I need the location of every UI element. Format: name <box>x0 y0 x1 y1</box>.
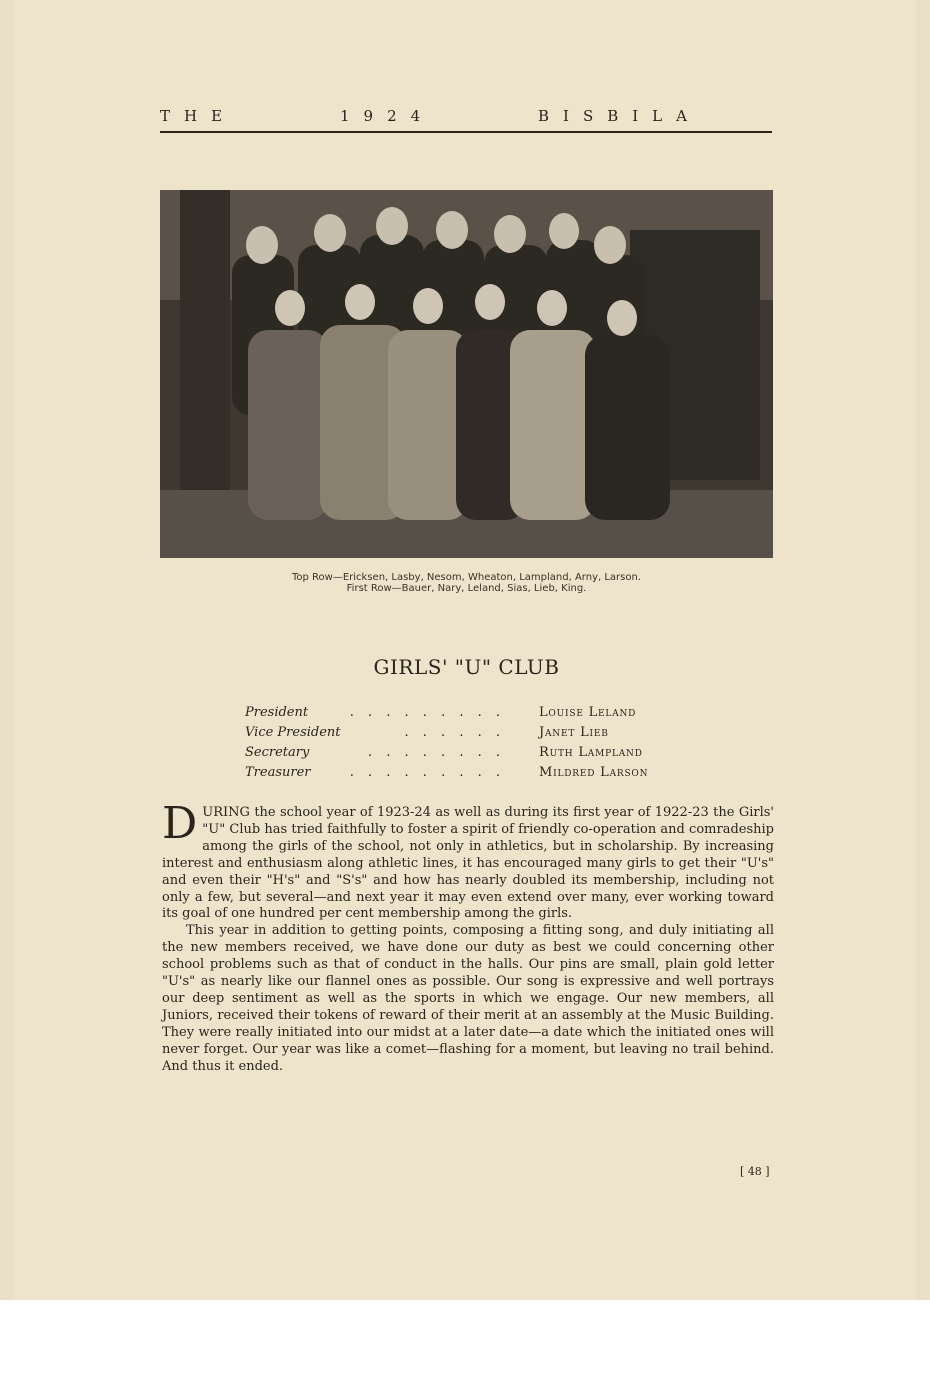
bottom-strip <box>0 1300 930 1390</box>
officer-role: Vice President <box>245 725 341 740</box>
officer-row <box>245 725 705 745</box>
leader-dots: . . . . . . . . . <box>349 705 505 720</box>
group-photo <box>160 190 773 558</box>
caption-top-row: Top Row—Ericksen, Lasby, Nesom, Wheaton, Lampland, Arny, Larson. <box>291 572 642 583</box>
leader-dots: . . . . . . . . <box>368 745 505 760</box>
officer-name: Ruth Lampland <box>539 745 643 760</box>
paragraph-2: This year in addition to getting points, composing a fitting song, and duly initiating all the new members received, we have done our duty as best we could concerning other school problems such as that of conduct in the halls. Our pins are small, plain gold letter "U's" as nearly like our flannel ones as possible. Our song is expressive and well portrays our deep sentiment as well as the sports in which we engage. Our new members, all Juniors, received their tokens of reward of their merit at an assembly at the Music Building. They were really initiated into our midst at a later date—a date which the initiated ones will never forget. Our year was like a comet—flashing for a moment, but leaving no trail behind. And thus it ended. <box>162 923 774 1074</box>
officer-name: Mildred Larson <box>539 765 649 780</box>
officer-name: Louise Leland <box>539 705 637 720</box>
officer-role: Secretary <box>245 745 310 760</box>
article-body <box>162 798 774 1076</box>
leader-dots: . . . . . . . . . <box>349 765 505 780</box>
header-left: THE <box>160 107 237 125</box>
leader-dots: . . . . . . <box>404 725 505 740</box>
header-center: 1924 <box>340 107 435 125</box>
officers-list <box>245 705 705 785</box>
article-title: GIRLS' "U" CLUB <box>373 655 560 679</box>
paragraph-1 <box>162 798 774 923</box>
officer-row <box>245 765 705 785</box>
running-header <box>160 107 772 133</box>
officer-role: Treasurer <box>245 765 311 780</box>
caption-first-row: First Row—Bauer, Nary, Leland, Sias, Lieb, King. <box>346 583 587 594</box>
drop-cap: D <box>162 798 198 849</box>
officer-row <box>245 705 705 725</box>
header-right: BISBILA <box>538 107 701 125</box>
paragraph-1-text: URING the school year of 1923-24 as well as during its first year of 1922-23 the Girls' "U" Club has tried faithfully to foster a spirit of friendly co-operation and comradeship among the girls of the school, not only in athletics, but in scholarship. By increasing interest and enthusiasm along athletic lines, it has encouraged many girls to get their "U's" and even their "H's" and "S's" and how has nearly doubled its membership, including not only a few, but several—and next year it may even extend over many, ever working toward its goal of one hundred per cent membership among the girls. <box>162 805 774 922</box>
page-number: [ 48 ] <box>740 1165 770 1178</box>
photo-caption <box>160 572 773 594</box>
officer-row <box>245 745 705 765</box>
officer-role: President <box>245 705 309 720</box>
officer-name: Janet Lieb <box>539 725 609 740</box>
